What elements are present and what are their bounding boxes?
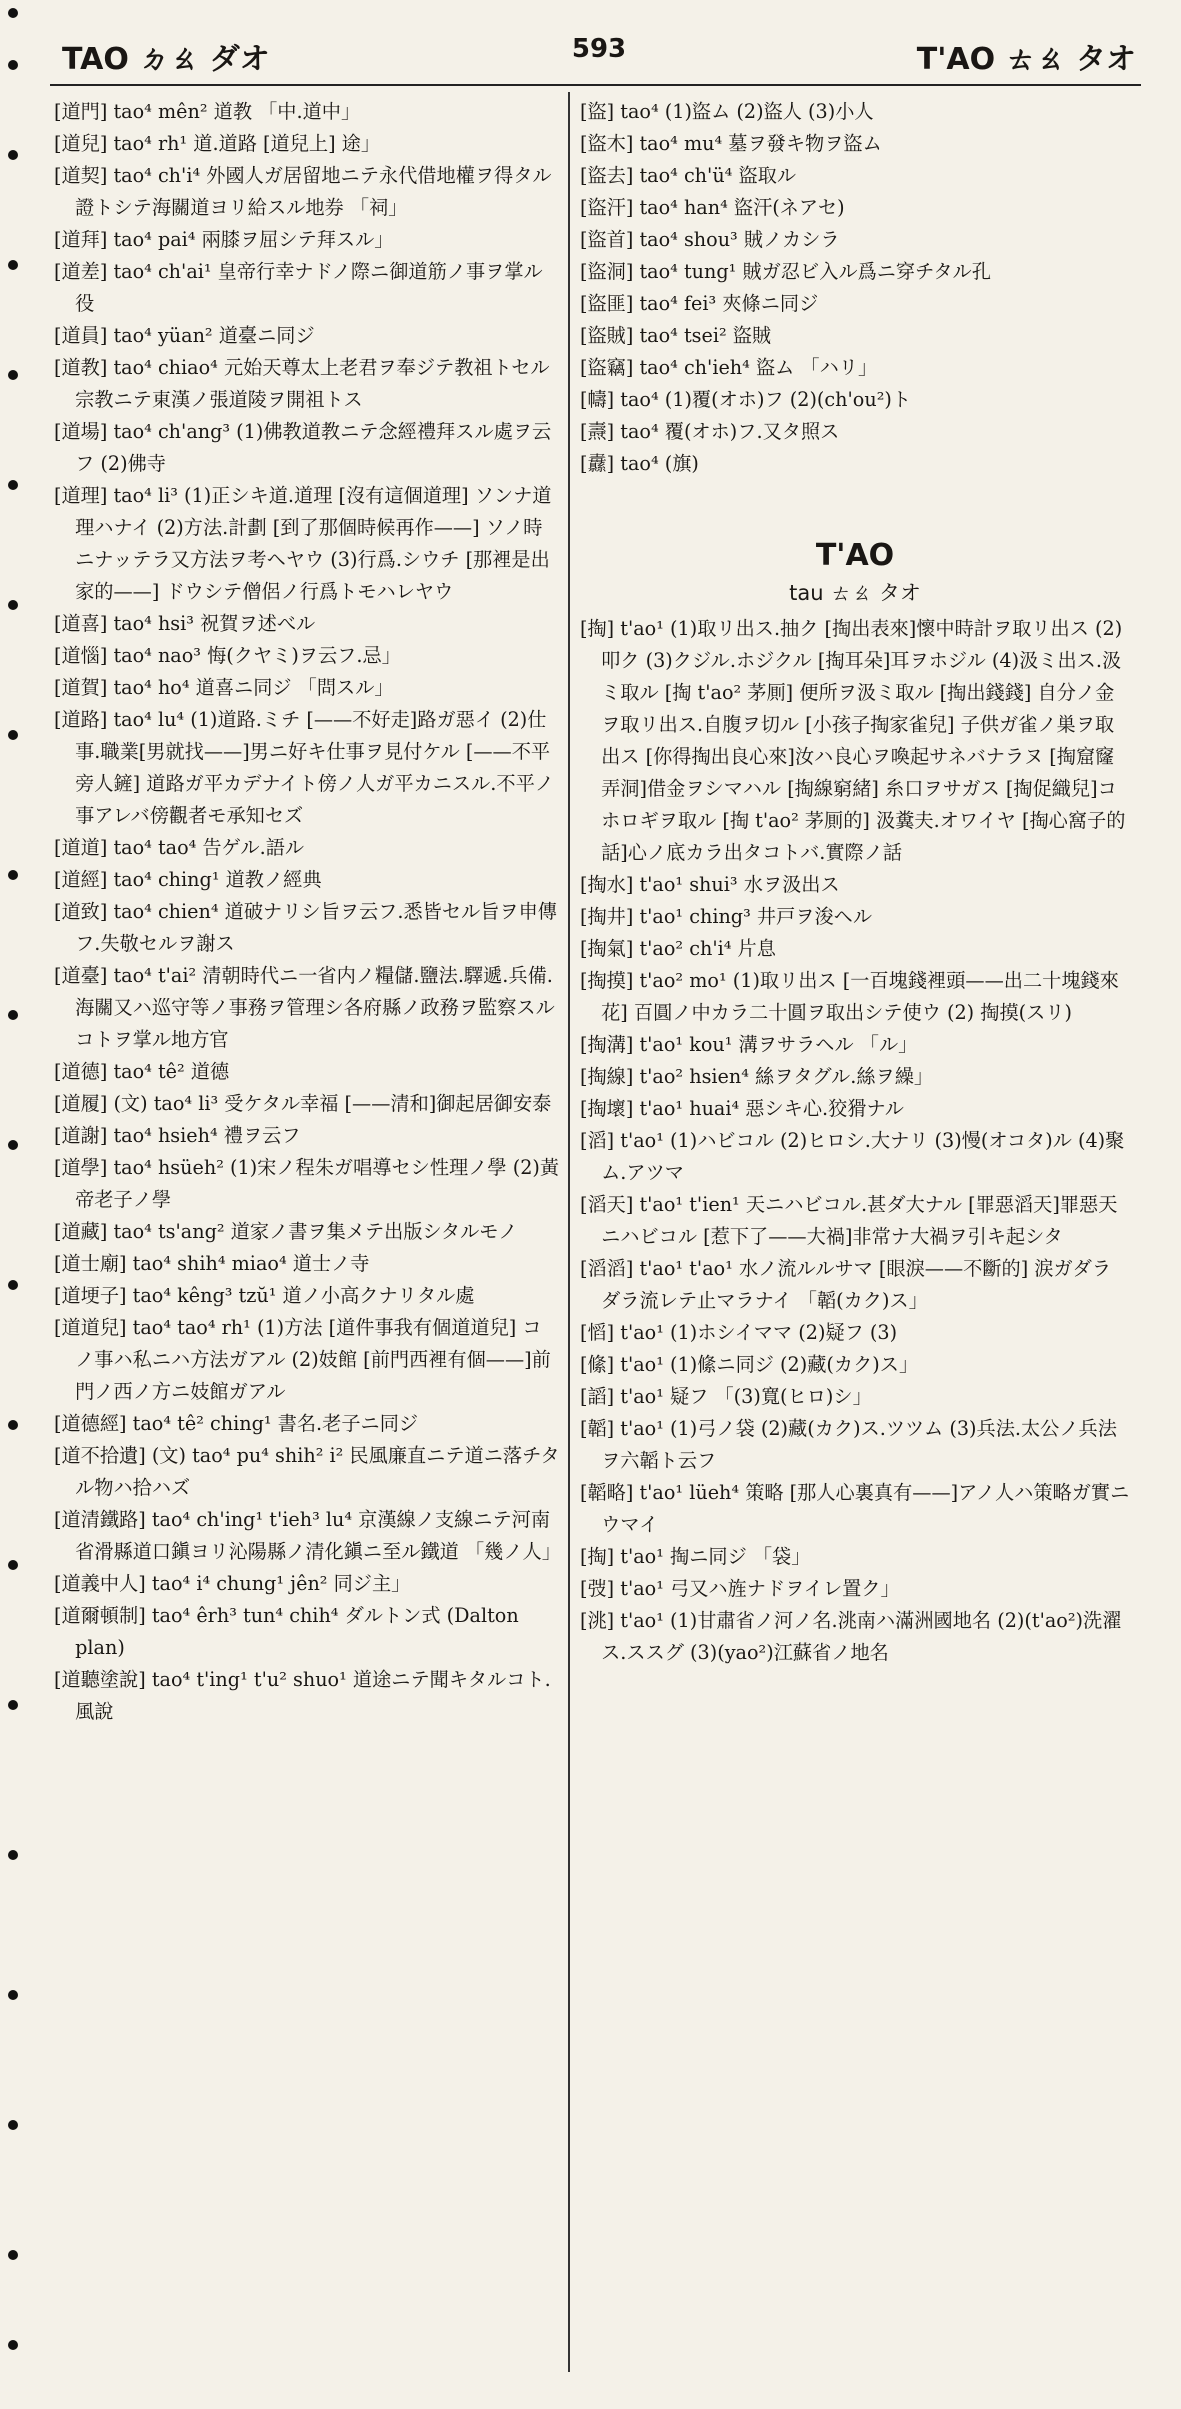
dictionary-entry: [道惱] tao⁴ nao³ 悔(クヤミ)ヲ云フ.忌」 <box>54 644 401 667</box>
dictionary-entry: [弢] t'ao¹ 弓又ハ旌ナドヲイレ置ク」 <box>580 1577 900 1600</box>
dictionary-entry: [道門] tao⁴ mên² 道教 「中.道中」 <box>54 100 361 123</box>
dictionary-entry: [道差] tao⁴ ch'ai¹ 皇帝行幸ナドノ際ニ御道筋ノ事ヲ掌ル役 <box>54 260 543 315</box>
dictionary-entry: [盜首] tao⁴ shou³ 賊ノカシラ <box>580 228 840 251</box>
dictionary-entry: [韜略] t'ao¹ lüeh⁴ 策略 [那人心裏真有——]アノ人ハ策略ガ實ニウマイ <box>580 1481 1130 1536</box>
dictionary-entry: [道致] tao⁴ chien⁴ 道破ナリシ旨ヲ云フ.悉皆セル旨ヲ申傳フ.失敬セルヲ謝ス <box>54 900 557 955</box>
dictionary-entry: [掏線] t'ao² hsien⁴ 絲ヲタグル.絲ヲ繰」 <box>580 1065 934 1088</box>
header-left-guide: TAO ㄉㄠ ダオ <box>62 42 270 77</box>
dictionary-entry: [道德經] tao⁴ tê² ching¹ 書名.老子ニ同ジ <box>54 1412 419 1435</box>
dictionary-entry: [道學] tao⁴ hsüeh² (1)宋ノ程朱ガ唱導セシ性理ノ學 (2)黃帝老子ノ學 <box>54 1156 560 1211</box>
dictionary-entry: [道埂子] tao⁴ kêng³ tzŭ¹ 道ノ小高クナリタル處 <box>54 1284 475 1307</box>
dictionary-entry: [盜洞] tao⁴ tung¹ 賊ガ忍ビ入ル爲ニ穿チタル孔 <box>580 260 991 283</box>
dictionary-entry: [道路] tao⁴ lu⁴ (1)道路.ミチ [——不好走]路ガ惡イ (2)仕事.職業[男就找——]男ニ好キ仕事ヲ見付ケル [——不平旁人鏟] 道路ガ平カデナイト傍ノ人ガ平カニスル.不平ノ事アレバ傍觀者モ承知セズ <box>54 708 554 827</box>
dictionary-entry: [盜竊] tao⁴ ch'ieh⁴ 盜ム 「ハリ」 <box>580 356 878 379</box>
header-rule <box>50 84 1141 86</box>
header-right-guide: T'AO ㄊㄠ タオ <box>916 42 1136 77</box>
dictionary-entry: [道道] tao⁴ tao⁴ 告ゲル.語ル <box>54 836 305 859</box>
dictionary-entry: [道不拾遺] (文) tao⁴ pu⁴ shih² i² 民風廉直ニテ道ニ落チタル物ハ拾ハズ <box>54 1444 560 1499</box>
dictionary-entry: [道教] tao⁴ chiao⁴ 元始天尊太上老君ヲ奉ジテ教祖トセル宗教ニテ東漢ノ張道陵ヲ開祖トス <box>54 356 550 411</box>
binding-holes <box>6 0 22 2409</box>
dictionary-entry: [盜汗] tao⁴ han⁴ 盜汗(ネアセ) <box>580 196 845 219</box>
dictionary-entry: [纛] tao⁴ (旗) <box>580 452 699 475</box>
dictionary-entry: [道拜] tao⁴ pai⁴ 兩膝ヲ屈シテ拜スル」 <box>54 228 394 251</box>
dictionary-entry: [掏氣] t'ao² ch'i⁴ 片息 <box>580 937 776 960</box>
right-column-top <box>580 96 1130 480</box>
dictionary-entry: [掏井] t'ao¹ ching³ 井戸ヲ浚ヘル <box>580 905 873 928</box>
dictionary-entry: [盜木] tao⁴ mu⁴ 墓ヲ發キ物ヲ盜ム <box>580 132 882 155</box>
dictionary-entry: [道道兒] tao⁴ tao⁴ rh¹ (1)方法 [道件事我有個道道兒] コノ事ハ私ニハ方法ガアル (2)妓館 [前門西裡有個——]前門ノ西ノ方ニ妓館ガアル <box>54 1316 551 1403</box>
dictionary-entry: [道聽塗說] tao⁴ t'ing¹ t'u² shuo¹ 道途ニテ聞キタルコト.風說 <box>54 1668 551 1723</box>
dictionary-entry: [道義中人] tao⁴ i⁴ chung¹ jên² 同ジ主」 <box>54 1572 411 1595</box>
dictionary-entry: [掏溝] t'ao¹ kou¹ 溝ヲサラヘル 「ル」 <box>580 1033 918 1056</box>
dictionary-entry: [盜匪] tao⁴ fei³ 夾條ニ同ジ <box>580 292 819 315</box>
dictionary-entry: [滔滔] t'ao¹ t'ao¹ 水ノ流ルルサマ [眼淚——不斷的] 涙ガダラダラ流レテ止マラナイ 「韜(カク)ス」 <box>580 1257 1112 1312</box>
dictionary-entry: [道德] tao⁴ tê² 道德 <box>54 1060 230 1083</box>
left-column <box>54 96 560 1728</box>
dictionary-entry: [韜] t'ao¹ (1)弓ノ袋 (2)藏(カク)ス.ツツム (3)兵法.太公ノ兵法ヲ六韜ト云フ <box>580 1417 1117 1472</box>
section-reading: tau ㄊㄠ タオ <box>789 581 921 605</box>
dictionary-entry: [盜] tao⁴ (1)盜ム (2)盜人 (3)小人 <box>580 100 874 123</box>
dictionary-entry: [道賀] tao⁴ ho⁴ 道喜ニ同ジ 「問スル」 <box>54 676 394 699</box>
dictionary-entry: [絛] t'ao¹ (1)絛ニ同ジ (2)藏(カク)ス」 <box>580 1353 919 1376</box>
column-divider <box>568 92 570 2372</box>
dictionary-entry: [盜賊] tao⁴ tsei² 盜賊 <box>580 324 772 347</box>
dictionary-entry: [掏水] t'ao¹ shui³ 水ヲ汲出ス <box>580 873 840 896</box>
dictionary-entry: [道場] tao⁴ ch'ang³ (1)佛教道教ニテ念經禮拜スル處ヲ云フ (2)佛寺 <box>54 420 552 475</box>
dictionary-entry: [燾] tao⁴ 覆(オホ)フ.又タ照ス <box>580 420 840 443</box>
dictionary-entry: [掏壞] t'ao¹ huai⁴ 惡シキ心.狡猾ナル <box>580 1097 904 1120</box>
dictionary-entry: [道契] tao⁴ ch'i⁴ 外國人ガ居留地ニテ永代借地權ヲ得タル證トシテ海關道ヨリ給スル地券 「祠」 <box>54 164 552 219</box>
dictionary-entry: [謟] t'ao¹ 疑フ 「(3)寬(ヒロ)シ」 <box>580 1385 872 1408</box>
dictionary-entry: [掏] t'ao¹ 掏ニ同ジ 「袋」 <box>580 1545 811 1568</box>
dictionary-entry: [滔天] t'ao¹ t'ien¹ 天ニハビコル.甚ダ大ナル [罪惡滔天]罪惡天ニハビコル [惹下了——大禍]非常ナ大禍ヲ引キ起シタ <box>580 1193 1118 1248</box>
section-heading: T'AO <box>815 538 895 573</box>
dictionary-entry: [道謝] tao⁴ hsieh⁴ 禮ヲ云フ <box>54 1124 301 1147</box>
dictionary-entry: [道經] tao⁴ ching¹ 道教ノ經典 <box>54 868 322 891</box>
dictionary-entry: [道理] tao⁴ li³ (1)正シキ道.道理 [沒有這個道理] ソンナ道理ハナイ (2)方法.計劃 [到了那個時候再作——] ソノ時ニナッテラ又方法ヲ考ヘヤウ (3)行爲.シウチ [那裡是出家的——] ドウシテ僧侶ノ行爲トモハレヤウ <box>54 484 552 603</box>
dictionary-entry: [道藏] tao⁴ ts'ang² 道家ノ書ヲ集メテ出版シタルモノ <box>54 1220 518 1243</box>
dictionary-entry: [道履] (文) tao⁴ li³ 受ケタル幸福 [——清和]御起居御安泰 <box>54 1092 552 1115</box>
dictionary-entry: [道臺] tao⁴ t'ai² 清朝時代ニ一省内ノ糧儲.鹽法.驛遞.兵備.海關又ハ巡守等ノ事務ヲ管理シ各府縣ノ政務ヲ監察スルコトヲ掌ル地方官 <box>54 964 555 1051</box>
dictionary-entry: [道兒] tao⁴ rh¹ 道.道路 [道兒上] 途」 <box>54 132 381 155</box>
page-number: 593 <box>571 34 627 64</box>
right-column <box>580 96 1130 1669</box>
dictionary-entry: [道員] tao⁴ yüan² 道臺ニ同ジ <box>54 324 315 347</box>
dictionary-entry: [慆] t'ao¹ (1)ホシイママ (2)疑フ (3) <box>580 1321 898 1344</box>
dictionary-entry: [掏] t'ao¹ (1)取リ出ス.抽ク [掏出表來]懷中時計ヲ取リ出ス (2)叩ク (3)クジル.ホジクル [掏耳朵]耳ヲホジル (4)汲ミ出ス.汲ミ取ル [掏 t'ao² 茅厠] 便所ヲ汲ミ取ル [掏出錢錢] 自分ノ金ヲ取リ出ス.自腹ヲ切ル [小孩子掏家雀兒] 子供ガ雀ノ巣ヲ取出ス [你得掏出良心來]汝ハ良心ヲ喚起サネバナラヌ [掏窟窿弄洞]借金ヲシマハル [掏線窮緒] 糸口ヲサガス [掏促織兒]コホロギヲ取ル [掏 t'ao² 茅厠的] 汲糞夫.オワイヤ [掏心窩子的話]心ノ底カラ出タコトバ.實際ノ話 <box>580 617 1126 864</box>
dictionary-entry: [洮] t'ao¹ (1)甘肅省ノ河ノ名.洮南ハ滿洲國地名 (2)(t'ao²)洗濯ス.ススグ (3)(yao²)江蘇省ノ地名 <box>580 1609 1122 1664</box>
dictionary-entry: [盜去] tao⁴ ch'ü⁴ 盜取ル <box>580 164 797 187</box>
dictionary-entry: [道清鐵路] tao⁴ ch'ing¹ t'ieh³ lu⁴ 京漢線ノ支線ニテ河南省滑縣道口鎭ヨリ沁陽縣ノ清化鎭ニ至ル鐵道 「幾ノ人」 <box>54 1508 561 1563</box>
dictionary-entry: [掏摸] t'ao² mo¹ (1)取リ出ス [一百塊錢裡頭——出二十塊錢來花] 百圓ノ中カラ二十圓ヲ取出シテ使ウ (2) 掏摸(スリ) <box>580 969 1119 1024</box>
dictionary-entry: [道士廟] tao⁴ shih⁴ miao⁴ 道士ノ寺 <box>54 1252 370 1275</box>
page-header <box>62 34 1136 82</box>
right-column-bottom <box>580 613 1130 1669</box>
dictionary-entry: [道爾頓制] tao⁴ êrh³ tun⁴ chih⁴ ダルトン式 (Dalton plan) <box>54 1604 519 1659</box>
dictionary-entry: [道喜] tao⁴ hsi³ 祝賀ヲ述べル <box>54 612 316 635</box>
dictionary-entry: [幬] tao⁴ (1)覆(オホ)フ (2)(ch'ou²)ト <box>580 388 912 411</box>
dictionary-entry: [滔] t'ao¹ (1)ハビコル (2)ヒロシ.大ナリ (3)慢(オコタ)ル (4)聚ム.アツマ <box>580 1129 1125 1184</box>
